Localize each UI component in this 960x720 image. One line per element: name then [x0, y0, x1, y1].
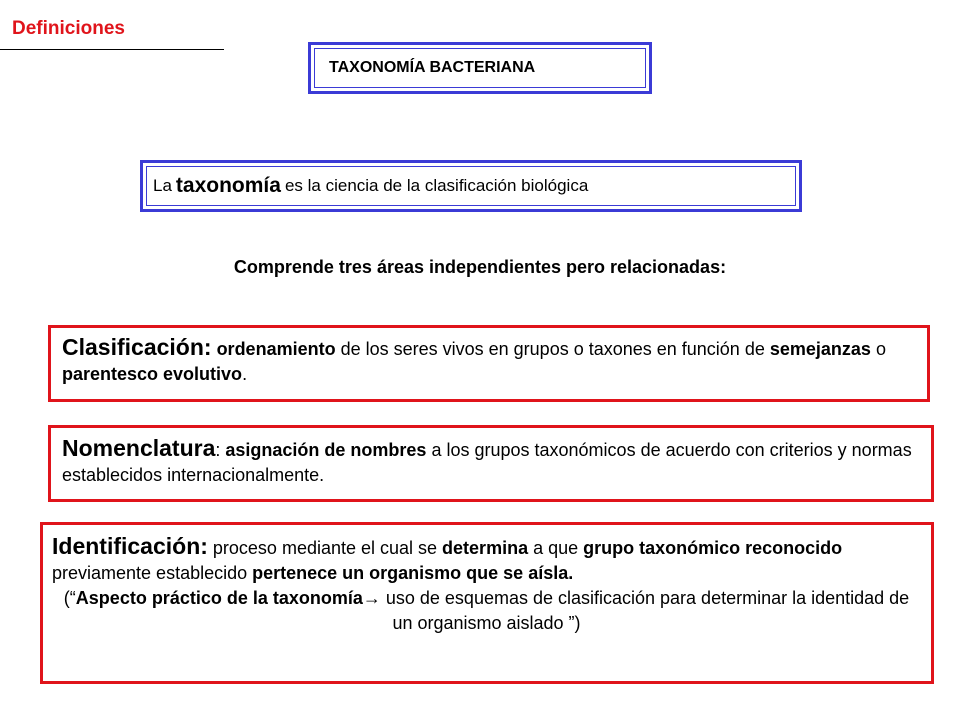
nomenclatura-text-3: a los grupos taxonómicos de acuerdo con criterios y normas establecidos internacionalmente. — [62, 440, 912, 485]
definition-text — [146, 166, 796, 206]
identificacion-text-6: pertenece un organismo que se aísla. — [252, 563, 574, 583]
identificacion-note — [52, 586, 921, 636]
identificacion-text-4: grupo taxonómico reconocido — [583, 538, 843, 558]
definition-term: taxonomía — [175, 174, 281, 197]
clasificacion-text-2: de los seres vivos en grupos o taxones en función de — [335, 339, 770, 359]
identificacion-term: Identificación: — [52, 533, 208, 559]
note-open: (“ — [63, 588, 76, 608]
note-rest: uso de esquemas de clasificación para determinar la identidad de un organismo aislado ”) — [380, 588, 910, 633]
definition-box — [140, 160, 802, 212]
clasificacion-term: Clasificación: — [62, 334, 212, 360]
clasificacion-text-3: semejanzas — [769, 339, 871, 359]
definition-prefix: La — [153, 176, 172, 195]
clasificacion-text-4: o — [870, 339, 886, 359]
note-bold: Aspecto práctico de la taxonomía — [75, 588, 363, 608]
identificacion-text-5: previamente establecido — [52, 563, 253, 583]
title-box — [308, 42, 652, 94]
clasificacion-text-1: ordenamiento — [216, 339, 336, 359]
section-divider — [0, 49, 224, 50]
definition-suffix: es la ciencia de la clasificación biológica — [284, 176, 589, 195]
nomenclatura-text-1: : — [215, 440, 226, 460]
clasificacion-text-6: . — [242, 364, 248, 384]
nomenclatura-box — [48, 425, 934, 502]
identificacion-text-3: a que — [528, 538, 584, 558]
identificacion-box — [40, 522, 934, 684]
identificacion-text-1: proceso mediante el cual se — [207, 538, 443, 558]
section-label: Definiciones — [12, 18, 125, 39]
arrow-right-icon: → — [362, 588, 381, 608]
clasificacion-box — [48, 325, 930, 402]
identificacion-paragraph — [52, 534, 921, 586]
page-title: TAXONOMÍA BACTERIANA — [314, 48, 646, 88]
clasificacion-text-5: parentesco evolutivo — [62, 364, 243, 384]
areas-heading: Comprende tres áreas independientes pero relacionadas: — [233, 257, 727, 277]
nomenclatura-term: Nomenclatura — [62, 435, 216, 461]
identificacion-text-2: determina — [442, 538, 529, 558]
nomenclatura-text-2: asignación de nombres — [225, 440, 427, 460]
